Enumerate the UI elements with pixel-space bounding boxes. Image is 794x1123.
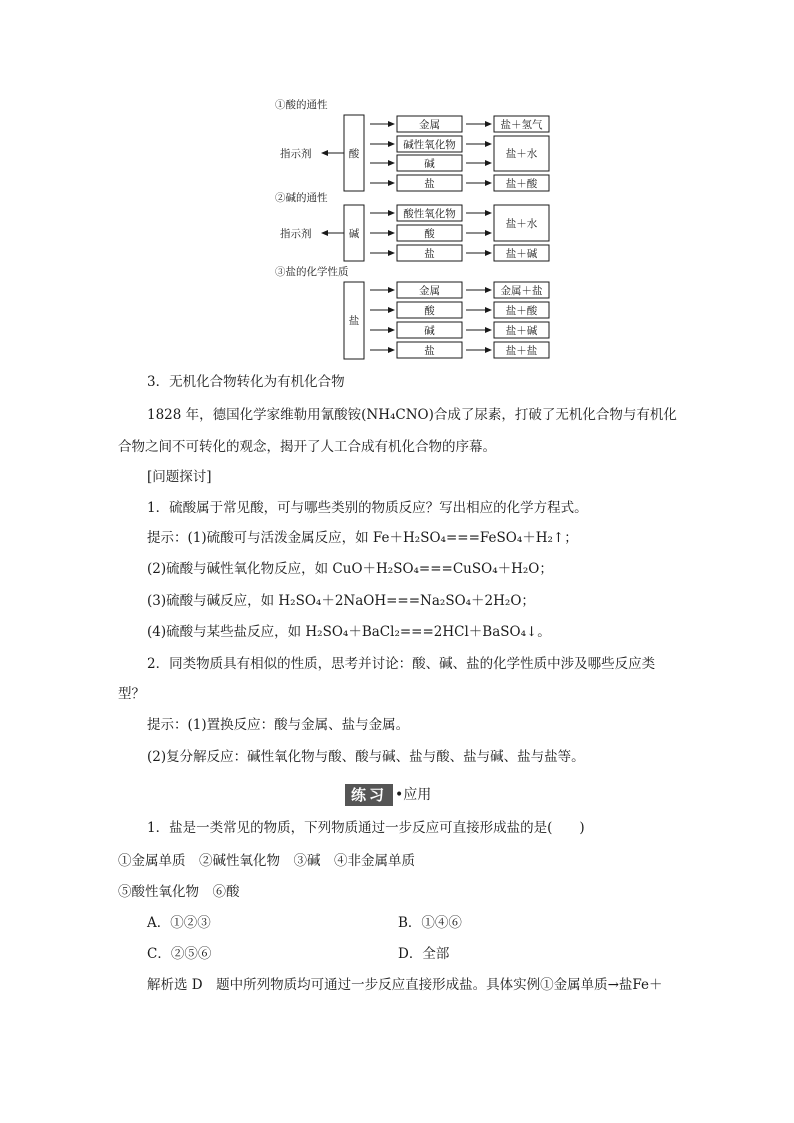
chemical-properties-diagram [0, 0, 794, 370]
base-reactant-label: 盐 [424, 248, 435, 260]
salt-reactant-label: 金属 [419, 285, 440, 297]
practice-items-line1: ①金属单质 ②碱性氧化物 ③碱 ④非金属单质 [118, 853, 415, 869]
practice-label: 练习 [345, 784, 393, 806]
salt-product-label: 金属＋盐 [500, 285, 543, 297]
acid-center-label: 酸 [348, 148, 360, 160]
base-product-label: 盐＋碱 [505, 248, 538, 260]
discussion-answer-5: 提示：(1)置换反应：酸与金属、盐与金属。 [147, 717, 410, 733]
salt-section-title: ③盐的化学性质 [275, 266, 349, 278]
base-center-label: 碱 [348, 228, 360, 240]
option-a: A．①②③ [147, 915, 211, 931]
practice-items-line2: ⑤酸性氧化物 ⑥酸 [118, 884, 240, 900]
discussion-answer-3: (3)硫酸与碱反应，如 H₂SO₄＋2NaOH===Na₂SO₄＋2H₂O； [147, 593, 535, 609]
option-c: C．②⑤⑥ [147, 946, 212, 962]
acid-section-title: ①酸的通性 [275, 99, 328, 111]
discussion-answer-6: (2)复分解反应：碱性氧化物与酸、酸与碱、盐与酸、盐与碱、盐与盐等。 [147, 749, 585, 765]
section3-heading: 3．无机化合物转化为有机化合物 [147, 374, 345, 390]
discussion-answer-4: (4)硫酸与某些盐反应，如 H₂SO₄＋BaCl₂===2HCl＋BaSO₄↓。 [147, 624, 551, 640]
acid-product-label: 盐＋氢气 [500, 119, 543, 131]
salt-reactant-label: 碱 [424, 325, 435, 337]
discussion-question-2-line2: 型？ [118, 686, 145, 702]
acid-product-label: 盐＋酸 [505, 178, 538, 190]
salt-center-label: 盐 [348, 315, 360, 327]
base-section-title: ②碱的通性 [275, 192, 328, 204]
discussion-question-1: 1．硫酸属于常见酸，可与哪些类别的物质反应？写出相应的化学方程式。 [147, 500, 588, 516]
salt-product-label: 盐＋酸 [505, 305, 538, 317]
salt-product-label: 盐＋盐 [505, 345, 538, 357]
discussion-label: [问题探讨] [147, 469, 212, 485]
salt-reactant-label: 盐 [424, 345, 435, 357]
practice-analysis: 解析选 D 题中所列物质均可通过一步反应直接形成盐。具体实例①金属单质→盐Fe＋ [147, 977, 663, 993]
discussion-answer-2: (2)硫酸与碱性氧化物反应，如 CuO＋H₂SO₄===CuSO₄＋H₂O； [147, 561, 553, 577]
section3-para-line2: 合物之间不可转化的观念，揭开了人工合成有机化合物的序幕。 [118, 439, 496, 455]
acid-indicator-label: 指示剂 [280, 148, 312, 160]
practice-section-header [345, 784, 431, 806]
base-reactant-label: 酸性氧化物 [403, 208, 456, 220]
section3-para-line1: 1828 年，德国化学家维勒用氰酸铵(NH₄CNO)合成了尿素，打破了无机化合物与有机化 [147, 407, 677, 423]
base-indicator-label: 指示剂 [280, 228, 312, 240]
acid-reactant-label: 碱 [424, 158, 435, 170]
practice-suffix: •应用 [395, 787, 432, 803]
discussion-answer-1: 提示：(1)硫酸可与活泼金属反应，如 Fe＋H₂SO₄===FeSO₄＋H₂↑； [147, 530, 578, 546]
acid-reactant-label: 盐 [424, 178, 435, 190]
practice-question-1: 1．盐是一类常见的物质，下列物质通过一步反应可直接形成盐的是( ) [147, 820, 585, 836]
option-b: B．①④⑥ [398, 915, 462, 931]
option-d: D．全部 [398, 946, 450, 962]
acid-product-label: 盐＋水 [505, 148, 538, 160]
acid-reactant-label: 金属 [419, 119, 440, 131]
salt-product-label: 盐＋碱 [505, 325, 538, 337]
salt-reactant-label: 酸 [424, 305, 435, 317]
base-reactant-label: 酸 [424, 228, 435, 240]
base-product-label: 盐＋水 [505, 218, 538, 230]
acid-reactant-label: 碱性氧化物 [403, 139, 456, 151]
discussion-question-2-line1: 2．同类物质具有相似的性质，思考并讨论：酸、碱、盐的化学性质中涉及哪些反应类 [147, 656, 656, 672]
